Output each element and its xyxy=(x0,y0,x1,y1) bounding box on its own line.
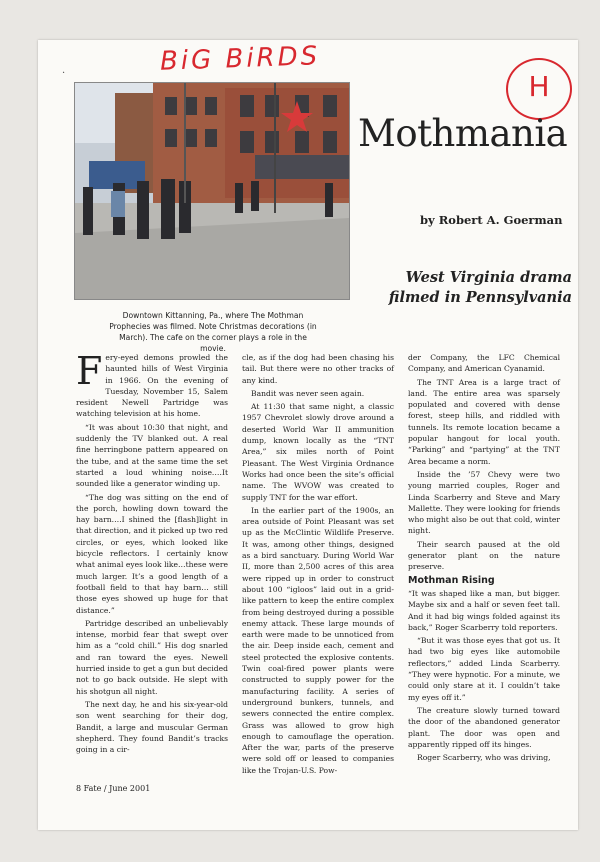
page-mark: · xyxy=(62,68,66,79)
paragraph-3-7: The creature slowly turned toward the door of the abandoned generator plant. The door was open and apparently ripped off its hinges. xyxy=(408,705,560,749)
paragraph-3-1: der Company, the LFC Chemical Company, and American Cyanamid. xyxy=(408,353,560,374)
column-1 xyxy=(76,349,228,757)
paragraph-3-5: “It was shaped like a man, but bigger. Maybe six and a half or seven feet tall. And it had big wings folded against its back,” Roger Scarberry told reporters. xyxy=(408,588,560,632)
paragraph-1-5: The next day, he and his six-year-old son went searching for their dog, Bandit, a large and muscular German shepherd. They found Bandit’s tracks going in a cir- xyxy=(76,699,228,755)
photo-caption: Downtown Kittanning, Pa., where The Mothman Prophecies was filmed. Note Christmas decorations (in March). The cafe on the corner plays a role in the movie. xyxy=(109,311,317,353)
paragraph-1-1 xyxy=(76,349,228,420)
paragraph-3-6: “But it was those eyes that got us. It had two big eyes like automobile reflectors,” added Linda Scarberry. “They were hypnotic. For a minute, we could only stare at it. I couldn’t take my eyes off it.” xyxy=(408,636,560,702)
paragraph-1-2: “It was about 10:30 that night, and suddenly the TV blanked out. A real fine herringbone pattern appeared on the tube, and at the same time the set started a loud whining noise.…It sounded like a generator winding up. xyxy=(76,422,228,489)
paragraph-text: ery-eyed demons prowled the haunted hills of West Virginia in 1966. On the evening of Tuesday, November 15, Salem resident Newell Partridge was watching television at his home. xyxy=(76,353,228,419)
circle-letter: H xyxy=(528,70,550,103)
paragraph-3-8: Roger Scarberry, who was driving, xyxy=(417,753,551,763)
article-title: Mothmania xyxy=(358,112,568,155)
street-photo xyxy=(74,82,350,300)
article-subhead: West Virginia drama filmed in Pennsylvania xyxy=(388,269,572,306)
paragraph-1-4: Partridge described an unbelievably intense, morbid fear that swept over him as a “cold chill.” His dog snarled and ran toward the eyes. Newell hurried inside to get a gun but decided not to go back outside. He slept with his shotgun all night. xyxy=(76,618,228,696)
paragraph-3-3: Inside the ’57 Chevy were two young married couples, Roger and Linda Scarberry and Steve and Mary Mallette. They were looking for friends who might also be out that cold, winter night. xyxy=(408,469,560,536)
paragraph-2-2: Bandit was never seen again. xyxy=(251,388,365,398)
handwritten-title: BiG BiRDS xyxy=(159,41,321,77)
paragraph-2-3: At 11:30 that same night, a classic 1957 Chevrolet slowly drove around a deserted World War II ammunition dump, known locally as the “TNT Area,” six miles north of Point Pleasant. The West Virginia Ordnance Works had once been the site’s official name. The WVOW was created to supply TNT for the war effort. xyxy=(242,402,394,502)
page-footer: 8 Fate / June 2001 xyxy=(76,784,151,793)
byline: by Robert A. Goerman xyxy=(420,213,563,227)
handwritten-circle-letter xyxy=(506,58,572,120)
paragraph-3-2: The TNT Area is a large tract of land. The entire area was sparsely populated and covered with dense forest, steep hills, and riddled with tunnels. Its remote location became a popular hangout for local youth. “Parking” and “partying” at the TNT Area became a norm. xyxy=(408,377,560,466)
paragraph-1-3: “The dog was sitting on the end of the porch, howling down toward the hay barn.…I shined the [flash]light in that direction, and it picked up two red circles, or eyes, which looked like bicycle reflectors. I certainly know what animal eyes look like…these were much larger. It’s a good length of a football field to that hay barn… still those eyes showed up huge for that distance.” xyxy=(76,492,228,615)
paragraph-3-4: Their search paused at the old generator plant on the nature preserve. xyxy=(408,539,560,572)
section-heading: Mothman Rising xyxy=(408,574,495,586)
column-3 xyxy=(408,352,560,765)
paragraph-2-1: cle, as if the dog had been chasing his tail. But there were no other tracks of any kind. xyxy=(242,353,394,385)
column-2 xyxy=(242,352,394,778)
drop-cap: F xyxy=(76,349,103,393)
paragraph-2-4: In the earlier part of the 1900s, an area outside of Point Pleasant was set up as the McClintic Wildlife Preserve. It was, among other things, designed as a bird sanctuary. During World War II, more than 2,500 acres of this area were ripped up in order to construct about 100 “igloos” laid out in a grid-like pattern to keep the entire complex from being destroyed during a possible enemy attack. These large mounds of earth were made to be unnoticed from the air. Deep inside each, cement and steel protected the explosive contents. Twin coal-fired power plants were constructed to supply power for the manufacturing facility. A series of underground bunkers, tunnels, and sewers connected the entire complex. Grass was allowed to grow high enough to camouflage the operation. After the war, parts of the preserve were sold off or leased to companies like the Trojan-U.S. Pow- xyxy=(242,505,394,775)
